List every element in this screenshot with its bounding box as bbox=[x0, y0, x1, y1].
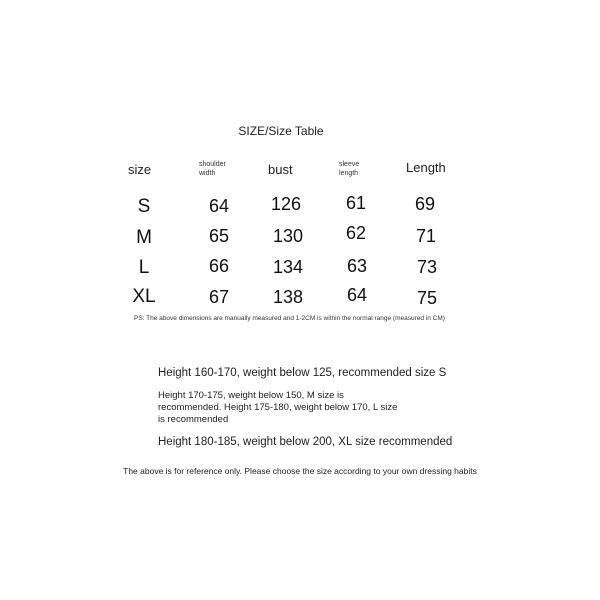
row-size-xl: XL bbox=[132, 286, 156, 307]
cell-l-length: 73 bbox=[416, 257, 438, 277]
cell-xl-bust: 138 bbox=[272, 287, 304, 307]
cell-xl-length: 75 bbox=[416, 288, 438, 308]
cell-m-sleeve: 62 bbox=[345, 223, 367, 243]
cell-m-bust: 130 bbox=[272, 226, 304, 246]
row-size-s: S bbox=[137, 196, 151, 217]
cell-l-bust: 134 bbox=[272, 257, 304, 277]
cell-m-shoulder: 65 bbox=[208, 226, 230, 246]
cell-l-shoulder: 66 bbox=[208, 256, 230, 276]
cell-s-bust: 126 bbox=[270, 194, 302, 214]
cell-xl-shoulder: 67 bbox=[208, 287, 230, 307]
header-bust: bust bbox=[268, 162, 293, 177]
header-length: Length bbox=[406, 160, 446, 175]
cell-m-length: 71 bbox=[415, 226, 437, 246]
cell-s-sleeve: 61 bbox=[345, 193, 367, 213]
measurement-note: PS: The above dimensions are manually measured and 1-2CM is within the normal range (measured in CM) bbox=[134, 315, 445, 322]
reference-note: The above is for reference only. Please choose the size according to your own dressing habits bbox=[123, 466, 477, 476]
cell-s-length: 69 bbox=[414, 194, 436, 214]
cell-s-shoulder: 64 bbox=[208, 196, 230, 216]
recommendation-s: Height 160-170, weight below 125, recommended size S bbox=[158, 367, 447, 379]
row-size-l: L bbox=[138, 257, 150, 278]
recommendation-xl: Height 180-185, weight below 200, XL size recommended bbox=[158, 436, 453, 448]
header-size: size bbox=[128, 162, 152, 177]
header-sleeve-length: sleeve length bbox=[339, 161, 360, 177]
recommendation-m-l: Height 170-175, weight below 150, M size is recommended. Height 175-180, weight below 170, L size is recommended bbox=[158, 390, 398, 425]
cell-xl-sleeve: 64 bbox=[346, 285, 368, 305]
row-size-m: M bbox=[136, 227, 152, 248]
header-shoulder-width: shoulder width bbox=[199, 161, 226, 177]
page-title: SIZE/Size Table bbox=[238, 124, 324, 138]
cell-l-sleeve: 63 bbox=[346, 256, 368, 276]
